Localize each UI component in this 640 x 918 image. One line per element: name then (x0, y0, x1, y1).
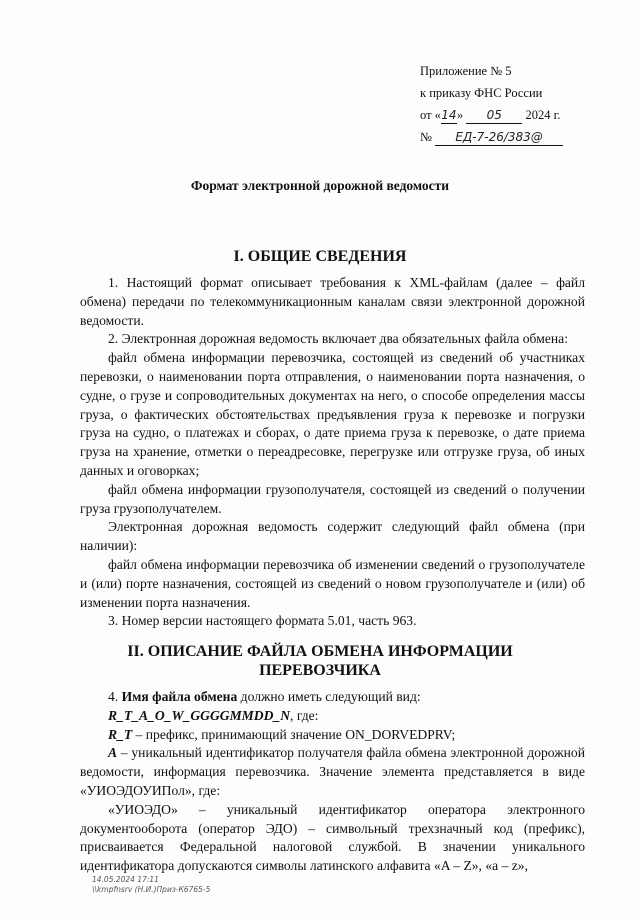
section-2-heading (60, 642, 580, 680)
paragraph-optional: Электронная дорожная ведомость содержит следующий файл обмена (при наличии): (80, 519, 585, 554)
rt-text: – префикс, принимающий значение ON_DORVEDPRV; (132, 726, 456, 742)
section-1-body (80, 274, 585, 631)
filename-pattern (80, 707, 585, 726)
paragraph-4 (80, 688, 585, 707)
p4-number: 4. (108, 689, 122, 704)
a-text: – уникальный идентификатор получателя файла обмена электронной дорожной ведомости, информация перевозчика. Значение элемента представляется в виде «УИОЭДОУИПол», где: (80, 745, 585, 798)
section-2-body (80, 688, 585, 876)
paragraph-consignee-file: файл обмена информации грузополучателя, состоящей из сведений о получении груза грузополучателем. (80, 481, 585, 516)
appendix-number (420, 126, 620, 148)
appendix-line-1: Приложение № 5 (420, 64, 512, 78)
date-prefix: от « (420, 108, 441, 122)
rt-label: R_T (108, 726, 133, 742)
paragraph-1: 1. Настоящий формат описывает требования к XML-файлам (далее – файл обмена) передачи по телекоммуникационным каналам связи электронной дорожной ведомости. (80, 275, 585, 328)
paragraph-2: 2. Электронная дорожная ведомость включает два обязательных файла обмена: (108, 331, 568, 347)
section-2-heading-line-2: ПЕРЕВОЗЧИКА (259, 662, 381, 679)
print-stamp (92, 875, 210, 895)
date-day: 14 (441, 108, 457, 122)
paragraph-uioedo: «УИОЭДО» – уникальный идентификатор оператора электронного документооборота (оператор ЭДО) – символьный трехзначный код (префикс), присваивается Федеральной налоговой службой. В значении уникального идентификатора допускаются символы латинского алфавита «A – Z», «a – z», (80, 801, 585, 874)
a-label: A (108, 745, 118, 761)
stamp-line-2: \\kmpfnsrv (H.И.)Приз-К6765-5 (92, 885, 211, 894)
paragraph-carrier-file: файл обмена информации перевозчика, состоящей из сведений об участниках перевозки, о наименовании порта отправления, о наименовании порта назначения, о судне, о грузе и сопроводительных документах на него, о способе определения массы груза, о фактических обстоятельствах предъявления груза к перевозке и погрузки груза на судно, о платежах и сборах, о дате приема груза к перевозке, о дате приема груза на хранение, отметки о переадресовке, перегрузке или отгрузке груза, об иных данных и оговорках; (80, 350, 585, 478)
paragraph-rt (80, 726, 585, 745)
p4-rest: должно иметь следующий вид: (237, 689, 421, 704)
p4-term: Имя файла обмена (121, 689, 238, 704)
paragraph-change-file: файл обмена информации перевозчика об изменении сведений о грузополучателе и (или) порте назначения, состоящей из сведений о новом грузополучателе и (или) об изменении порта назначения. (80, 556, 585, 610)
section-2-heading-line-1: II. ОПИСАНИЕ ФАЙЛА ОБМЕНА ИНФОРМАЦИИ (127, 643, 513, 660)
paragraph-a (80, 744, 585, 800)
date-sep: » (456, 108, 464, 122)
appendix-line-2: к приказу ФНС России (420, 86, 543, 100)
paragraph-3: 3. Номер версии настоящего формата 5.01, часть 963. (108, 613, 417, 629)
section-1-heading: I. ОБЩИЕ СВЕДЕНИЯ (233, 248, 407, 265)
stamp-line-1: 14.05.2024 17:11 (92, 875, 159, 884)
number-value: ЕД-7-26/383@ (435, 130, 563, 146)
pattern-value: R_T_A_O_W_GGGGMMDD_N (108, 707, 291, 723)
date-year: 2024 г. (525, 108, 561, 122)
pattern-suffix: , где: (290, 707, 319, 723)
date-month: 05 (466, 108, 522, 124)
number-prefix: № (420, 130, 432, 144)
appendix-date (420, 104, 620, 126)
document-title: Формат электронной дорожной ведомости (190, 178, 450, 193)
appendix-block (420, 60, 620, 148)
